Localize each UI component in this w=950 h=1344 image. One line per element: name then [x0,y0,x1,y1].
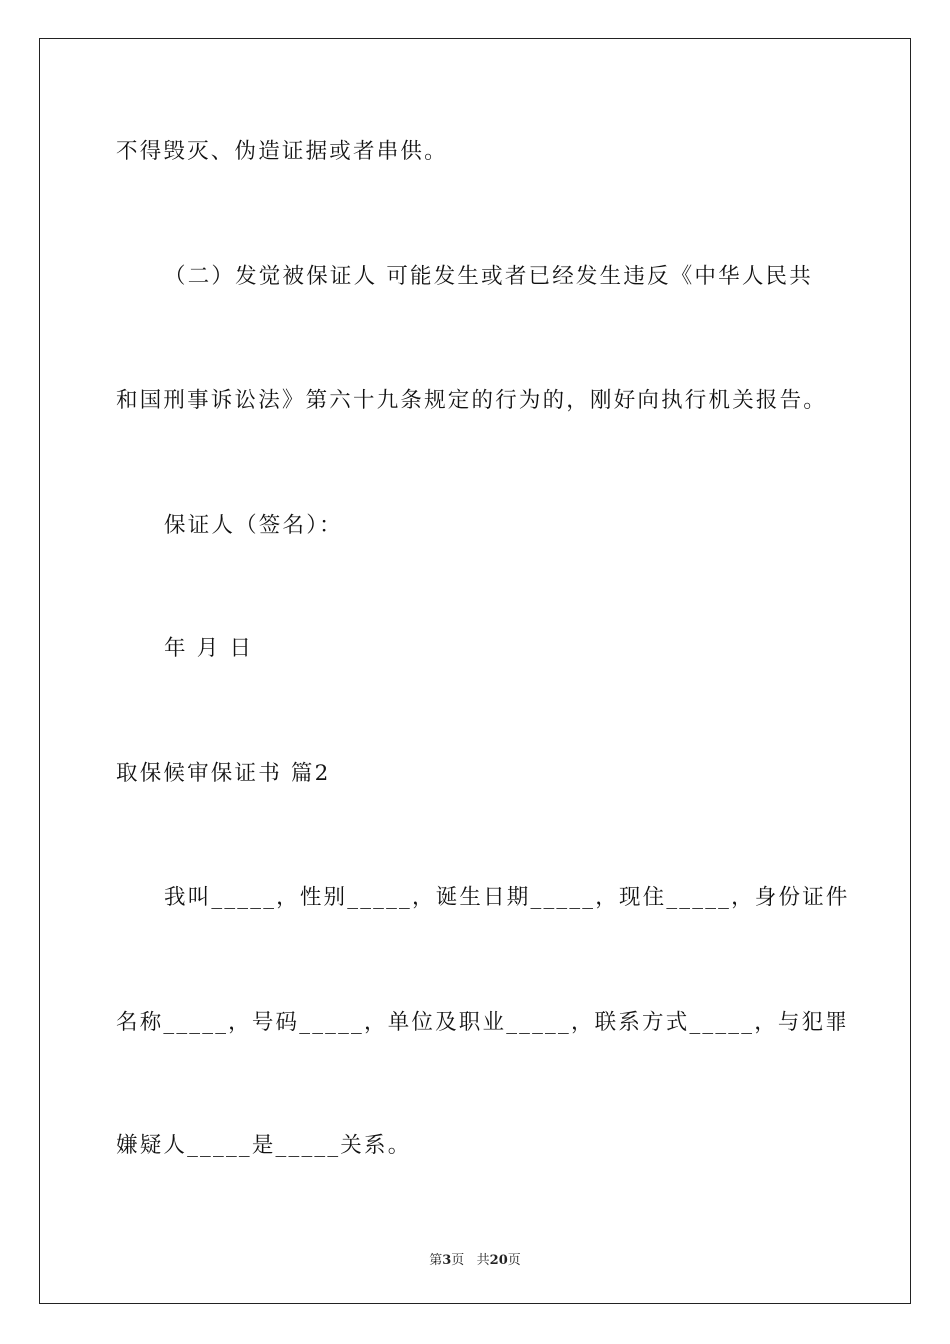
signature-label: 保证人（签名）： [164,513,343,538]
paragraph-line-3: 和国刑事诉讼法》第六十九条规定的行为的，刚好向执行机关报告。 [116,388,828,413]
page-frame [39,38,911,1304]
date-label: 年 月 日 [164,636,254,661]
page-footer [0,1249,950,1268]
footer-middle: 页 共 [451,1253,490,1268]
paragraph-line-2: （二）发觉被保证人 可能发生或者已经发生违反《中华人民共 [164,264,813,289]
total-page-number: 20 [489,1253,508,1268]
current-page-number: 3 [442,1253,452,1268]
footer-suffix: 页 [507,1253,521,1268]
paragraph-line-6: 嫌疑人_____是_____关系。 [116,1133,412,1158]
footer-prefix: 第 [429,1253,443,1268]
paragraph-line-4: 我叫_____，性别_____，诞生日期_____，现住_____，身份证件 [164,885,850,910]
section-heading: 取保候审保证书 篇2 [116,761,331,786]
paragraph-line-5: 名称_____，号码_____，单位及职业_____，联系方式_____，与犯罪 [116,1010,850,1035]
paragraph-line-1: 不得毁灭、伪造证据或者串供。 [116,139,448,164]
